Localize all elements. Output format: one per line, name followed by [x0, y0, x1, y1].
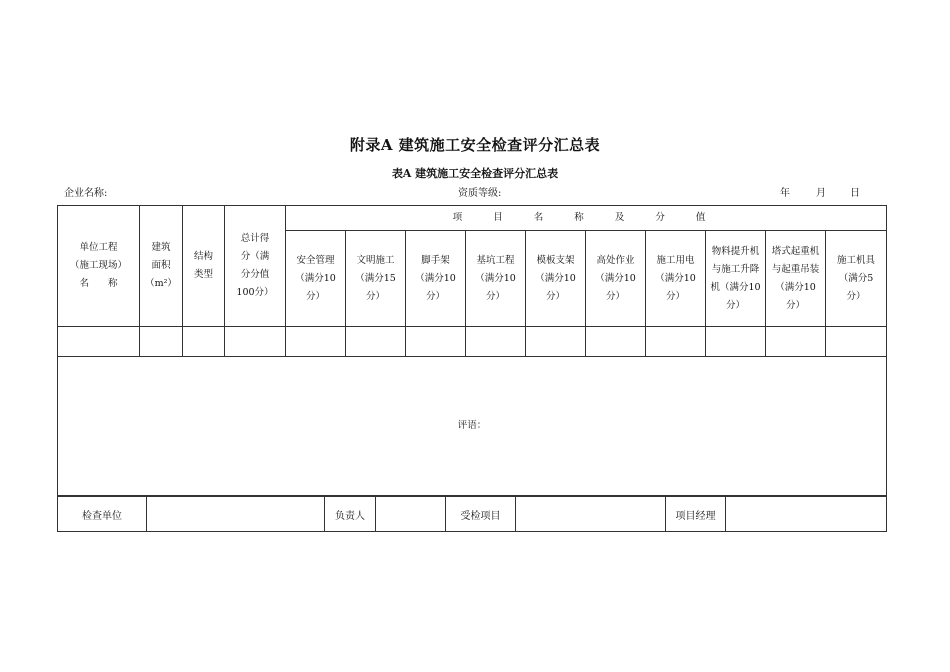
header-item-line: 机（满分10: [710, 281, 761, 293]
header-item-line: 分）: [725, 299, 745, 311]
header-item-line: 与施工升降: [711, 263, 760, 275]
header-item-line: 基坑工程: [476, 254, 515, 266]
header-item-7: [646, 231, 706, 327]
data-cell[interactable]: [586, 327, 646, 357]
comment-label: 评语：: [457, 420, 487, 431]
header-line: 100分）: [236, 287, 274, 298]
header-item-line: 分）: [545, 290, 565, 302]
qualification-label: 资质等级:: [458, 188, 502, 199]
header-item-line: 分）: [665, 290, 685, 302]
header-item-line: （满分10: [295, 272, 336, 284]
header-item-line: 分）: [485, 290, 505, 302]
data-cell[interactable]: [286, 327, 346, 357]
header-item-1: [286, 231, 346, 327]
header-item-line: （满分15: [355, 272, 396, 284]
data-cell[interactable]: [826, 327, 887, 357]
data-cell[interactable]: [766, 327, 826, 357]
header-item-line: 塔式起重机: [771, 245, 820, 257]
header-item-9: [766, 231, 826, 327]
data-cell[interactable]: [706, 327, 766, 357]
header-item-line: 分）: [605, 290, 625, 302]
header-line: 建筑: [151, 242, 171, 253]
header-item-line: 文明施工: [356, 254, 395, 266]
header-item-line: 施工机具: [837, 254, 876, 266]
signoff-table: [57, 496, 887, 532]
header-item-line: 安全管理: [296, 254, 335, 266]
data-cell[interactable]: [225, 327, 286, 357]
header-line: 面积: [151, 260, 171, 271]
header-line: 总计得: [240, 233, 270, 244]
date-day: 日: [850, 188, 860, 199]
header-item-6: [586, 231, 646, 327]
header-item-line: 分）: [846, 290, 866, 302]
header-item-5: [526, 231, 586, 327]
data-cell[interactable]: [526, 327, 586, 357]
header-line: （施工现场）: [69, 260, 127, 271]
header-item-line: 模板支架: [536, 254, 575, 266]
header-item-line: 与起重吊装: [771, 263, 820, 275]
header-item-line: （满分10: [775, 281, 816, 293]
data-cell[interactable]: [58, 327, 140, 357]
responsible-field[interactable]: [376, 497, 446, 532]
inspected-project-field[interactable]: [516, 497, 666, 532]
header-line: 分（满: [240, 251, 270, 262]
header-item-line: （满分10: [655, 272, 696, 284]
header-item-line: （满分10: [415, 272, 456, 284]
header-line: 分分值: [240, 269, 270, 280]
company-name-label: 企业名称:: [64, 188, 108, 199]
header-building-area: [140, 206, 183, 327]
header-item-line: 分）: [425, 290, 445, 302]
header-item-line: （满分10: [535, 272, 576, 284]
header-item-line: 物料提升机: [711, 245, 760, 257]
header-item-line: 高处作业: [596, 254, 635, 266]
header-line: 类型: [193, 269, 213, 280]
date-year: 年: [780, 188, 790, 199]
header-item-10: [826, 231, 887, 327]
header-unit-project: [58, 206, 140, 327]
header-item-line: 脚手架: [421, 254, 450, 266]
header-line: 结构: [193, 251, 213, 262]
date-month: 月: [816, 188, 826, 199]
header-item-line: 分）: [785, 299, 805, 311]
header-line: 名 称: [79, 278, 118, 289]
data-cell[interactable]: [646, 327, 706, 357]
header-items: 项 目 名 称 及 分 值: [286, 206, 887, 231]
header-line: （m²）: [145, 278, 177, 289]
document-title: 附录A 建筑施工安全检查评分汇总表: [349, 136, 601, 154]
header-line: 单位工程: [79, 242, 118, 253]
comment-area[interactable]: [58, 357, 887, 496]
header-item-4: [466, 231, 526, 327]
inspection-unit-field[interactable]: [147, 497, 325, 532]
summary-table: [57, 205, 887, 496]
data-cell[interactable]: [466, 327, 526, 357]
project-manager-label: 项目经理: [666, 497, 726, 532]
inspected-project-label: 受检项目: [446, 497, 516, 532]
header-item-2: [346, 231, 406, 327]
header-item-line: （满分10: [475, 272, 516, 284]
data-cell[interactable]: [406, 327, 466, 357]
header-total-score: [225, 206, 286, 327]
responsible-label: 负责人: [325, 497, 376, 532]
header-item-line: 分）: [305, 290, 325, 302]
header-item-line: 分）: [365, 290, 385, 302]
project-manager-field[interactable]: [726, 497, 887, 532]
header-item-8: [706, 231, 766, 327]
header-item-line: 施工用电: [656, 254, 695, 266]
inspection-unit-label: 检查单位: [58, 497, 147, 532]
data-cell[interactable]: [183, 327, 225, 357]
header-item-line: （满分10: [595, 272, 636, 284]
header-item-3: [406, 231, 466, 327]
header-structure-type: [183, 206, 225, 327]
data-cell[interactable]: [346, 327, 406, 357]
data-cell[interactable]: [140, 327, 183, 357]
header-item-line: （满分5: [838, 272, 874, 284]
table-subtitle: 表A 建筑施工安全检查评分汇总表: [391, 167, 559, 180]
